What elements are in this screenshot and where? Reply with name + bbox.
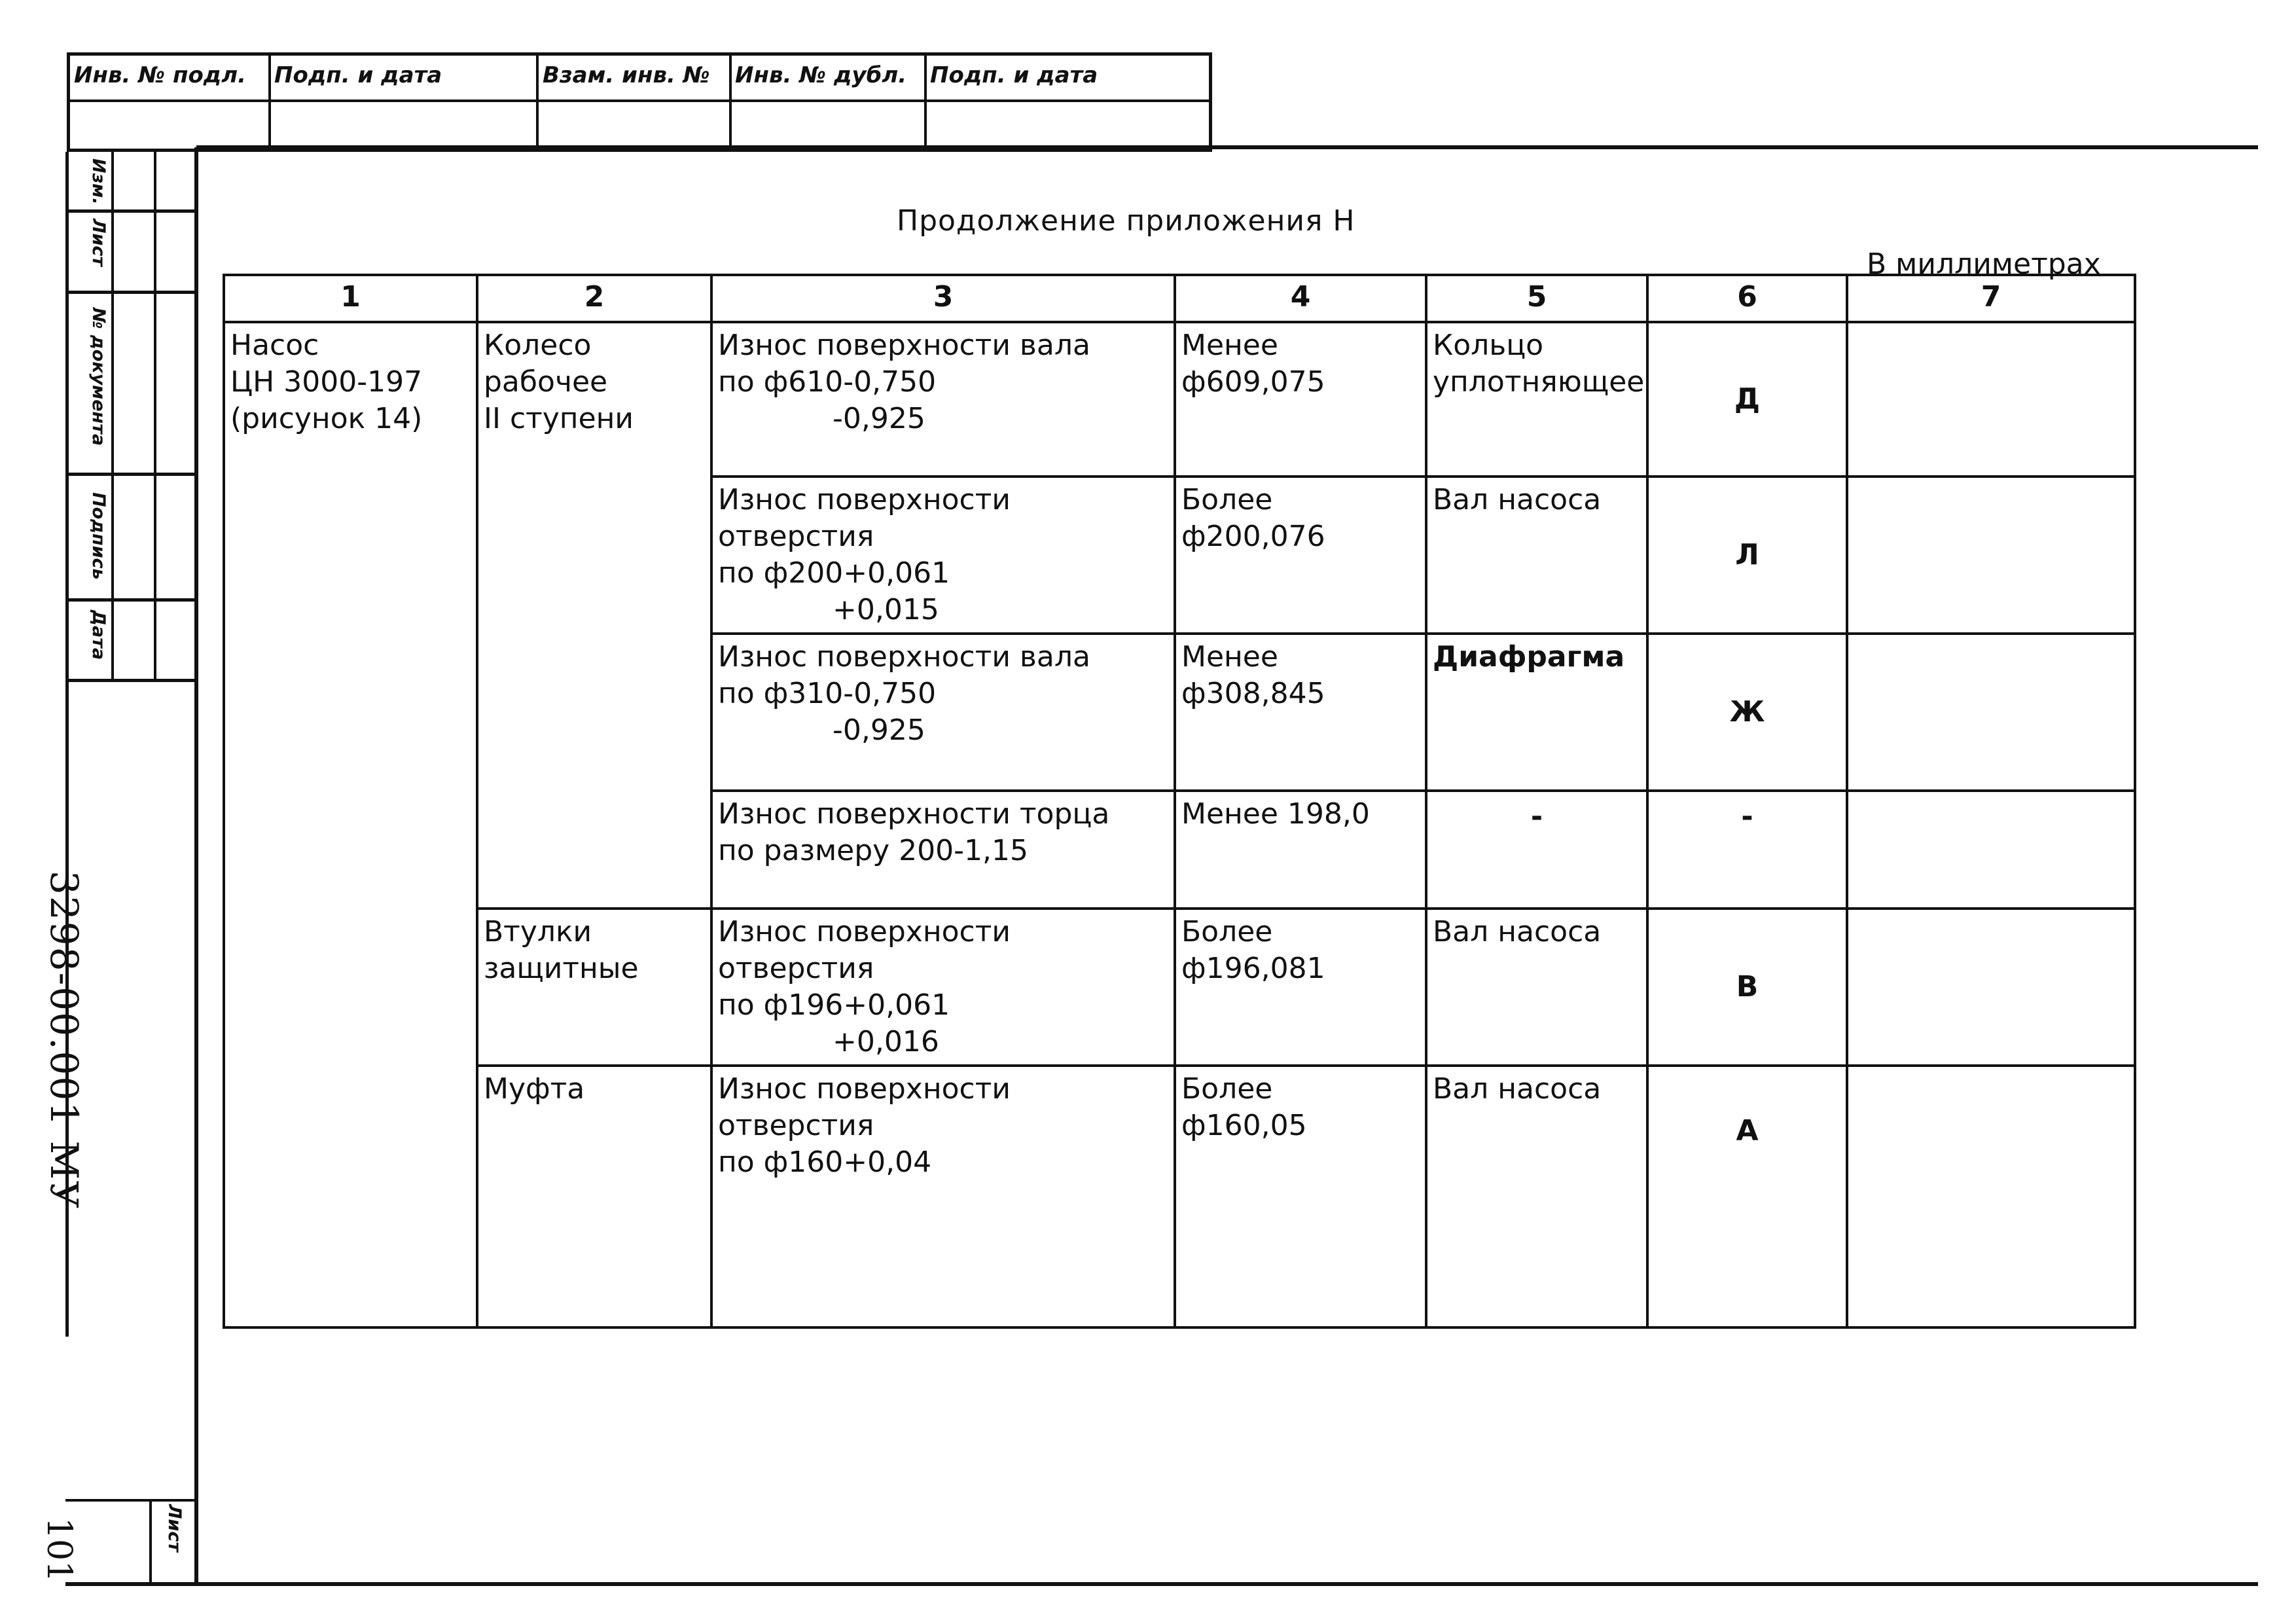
stamp-header-podp-data-2: Подп. и дата	[930, 62, 1098, 88]
limit-cell	[1175, 477, 1426, 634]
limit-line: Более	[1181, 483, 1273, 516]
mating-part-cell	[1426, 477, 1647, 634]
part-line: Втулки	[484, 915, 592, 948]
defect-line: по ф200+0,061	[718, 556, 950, 590]
notes-cell	[1847, 1066, 2135, 1327]
limit-line: ф160,05	[1181, 1109, 1307, 1142]
sheet-label: Лист	[164, 1504, 185, 1552]
limit-line: Более	[1181, 1072, 1273, 1106]
frame-bottom-line	[65, 1582, 2258, 1586]
limit-cell	[1175, 909, 1426, 1066]
defect-line: Износ поверхности отверстия	[718, 915, 1011, 985]
defect-tolerance: +0,016	[833, 1025, 939, 1058]
defect-line: по размеру 200-1,15	[718, 834, 1029, 867]
code-cell: А	[1647, 1066, 1847, 1327]
part-line: защитные	[484, 952, 639, 985]
defect-line: Износ поверхности отверстия	[718, 483, 1011, 553]
mating-line: Диафрагма	[1433, 640, 1625, 674]
column-header: 7	[1847, 275, 2135, 322]
part-line: II ступени	[484, 402, 634, 435]
mating-line: Кольцо	[1433, 329, 1544, 362]
strip-label-list: Лист	[88, 219, 109, 266]
part-cell	[477, 1066, 711, 1327]
defect-tolerance: -0,925	[833, 713, 925, 747]
defect-tolerance: +0,015	[833, 593, 939, 626]
mating-line: уплотняющее	[1433, 365, 1645, 399]
defect-cell	[711, 909, 1175, 1066]
mating-line: Вал насоса	[1433, 483, 1602, 516]
strip-label-data: Дата	[88, 610, 109, 660]
part-cell	[477, 322, 711, 909]
mating-part-cell: -	[1426, 791, 1647, 909]
limit-line: ф609,075	[1181, 365, 1325, 399]
page-caption: Продолжение приложения Н	[897, 204, 1355, 238]
defect-line: Износ поверхности отверстия	[718, 1072, 1011, 1142]
defect-line: по ф160+0,04	[718, 1146, 932, 1179]
stamp-divider	[729, 56, 732, 149]
column-header: 3	[711, 275, 1175, 322]
notes-cell	[1847, 477, 2135, 634]
sheet-box-divider	[149, 1499, 152, 1584]
strip-label-document: № документа	[88, 308, 109, 446]
defect-cell	[711, 322, 1175, 477]
strip-row-line	[65, 598, 196, 602]
part-line: Муфта	[484, 1072, 585, 1106]
defect-line: по ф196+0,061	[718, 988, 950, 1022]
column-header: 4	[1175, 275, 1426, 322]
part-line: Колесо	[484, 329, 592, 362]
strip-label-podpis: Подпись	[88, 492, 109, 580]
defect-line: Износ поверхности торца	[718, 797, 1110, 831]
limit-cell	[1175, 1066, 1426, 1327]
sheet-box-top-line	[65, 1499, 196, 1502]
code-cell: -	[1647, 791, 1847, 909]
stamp-header-inv-dubl: Инв. № дубл.	[735, 62, 907, 88]
limit-line: ф308,845	[1181, 677, 1325, 710]
assembly-line: (рисунок 14)	[230, 402, 423, 435]
defect-cell	[711, 791, 1175, 909]
column-header: 1	[224, 275, 477, 322]
notes-cell	[1847, 791, 2135, 909]
stamp-header-vzam-inv: Взам. инв. №	[543, 62, 710, 88]
table-header-row	[224, 275, 2135, 322]
strip-row-line	[65, 209, 196, 213]
stamp-divider	[268, 56, 271, 149]
column-header: 6	[1647, 275, 1847, 322]
defect-line: по ф610-0,750	[718, 365, 937, 399]
part-line: рабочее	[484, 365, 608, 399]
code-cell: Л	[1647, 477, 1847, 634]
limit-cell	[1175, 634, 1426, 791]
defect-line: по ф310-0,750	[718, 677, 937, 710]
stamp-header-inv-podl: Инв. № подл.	[74, 62, 247, 88]
notes-cell	[1847, 322, 2135, 477]
code-cell: Д	[1647, 322, 1847, 477]
strip-row-line	[65, 473, 196, 476]
stamp-divider	[924, 56, 927, 149]
defect-cell	[711, 1066, 1175, 1327]
mating-part-cell	[1426, 322, 1647, 477]
sheet-number: 101	[39, 1517, 79, 1583]
limit-cell	[1175, 322, 1426, 477]
document-code: 3298-00.001 МУ	[42, 871, 86, 1210]
mating-part-cell	[1426, 909, 1647, 1066]
part-cell	[477, 909, 711, 1066]
mating-part-cell	[1426, 1066, 1647, 1327]
assembly-line: Насос	[230, 329, 319, 362]
limit-line: Более	[1181, 915, 1273, 948]
table-row	[224, 909, 2135, 1066]
assembly-line: ЦН 3000-197	[230, 365, 423, 399]
mating-line: Вал насоса	[1433, 1072, 1602, 1106]
limit-line: Менее	[1181, 640, 1278, 674]
table-row	[224, 1066, 2135, 1327]
table-row	[224, 322, 2135, 477]
mating-part-cell	[1426, 634, 1647, 791]
code-cell: Ж	[1647, 634, 1847, 791]
limit-line: Менее	[1181, 329, 1278, 362]
code-cell: В	[1647, 909, 1847, 1066]
notes-cell	[1847, 634, 2135, 791]
strip-label-izm: Изм.	[88, 158, 109, 205]
mating-line: Вал насоса	[1433, 915, 1602, 948]
strip-row-line	[65, 291, 196, 294]
limit-line: ф200,076	[1181, 520, 1325, 553]
top-stamp	[67, 52, 1212, 152]
limit-cell	[1175, 791, 1426, 909]
limit-line: ф196,081	[1181, 952, 1325, 985]
assembly-cell	[224, 322, 477, 1327]
defect-tolerance: -0,925	[833, 402, 925, 435]
defect-line: Износ поверхности вала	[718, 329, 1090, 362]
stamp-header-podp-data: Подп. и дата	[274, 62, 442, 88]
defect-line: Износ поверхности вала	[718, 640, 1090, 674]
frame-top-line	[196, 145, 2258, 149]
defect-cell	[711, 477, 1175, 634]
limit-line: Менее 198,0	[1181, 797, 1370, 831]
column-header: 2	[477, 275, 711, 322]
units-note: В миллиметрах	[1867, 247, 2101, 281]
strip-row-line	[65, 679, 196, 682]
column-header: 5	[1426, 275, 1647, 322]
stamp-divider	[536, 56, 539, 149]
notes-cell	[1847, 909, 2135, 1066]
defects-table	[223, 274, 2136, 1329]
defect-cell	[711, 634, 1175, 791]
